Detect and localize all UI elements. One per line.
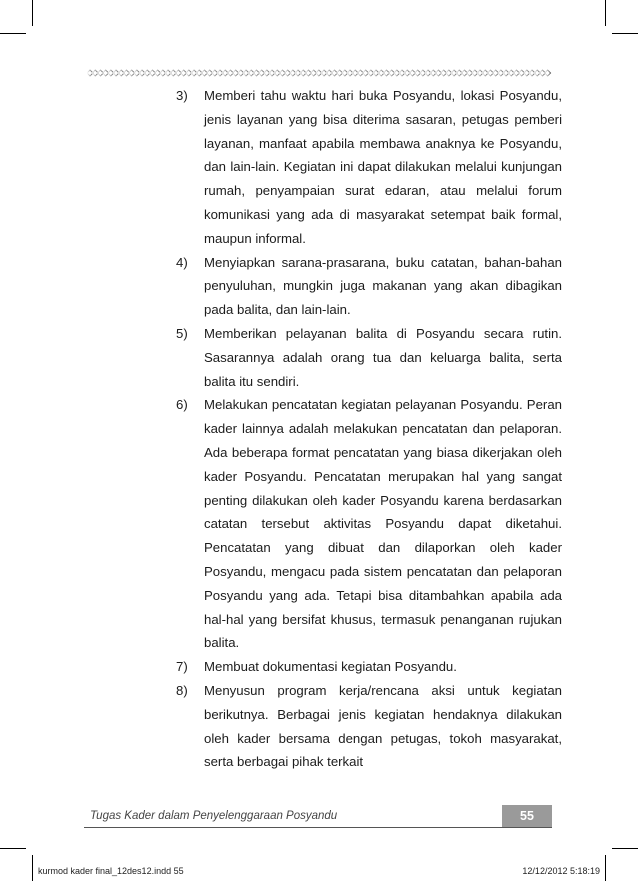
list-item — [176, 251, 562, 322]
crop-mark — [605, 0, 606, 26]
running-footer-title: Tugas Kader dalam Penyelenggaraan Posyandu — [90, 810, 338, 822]
crop-mark — [605, 855, 606, 881]
slug-filename: kurmod kader final_12des12.indd 55 — [38, 866, 184, 876]
crop-mark — [32, 855, 33, 881]
list-item-number: 7) — [176, 659, 188, 675]
page-number: 55 — [502, 805, 552, 827]
list-item-text: Melakukan pencatatan kegiatan pelayanan Posyandu. Peran kader lainnya adalah melakukan pencatatan dan pelaporan. Ada beberapa format pencatatan yang biasa dikerjakan oleh kader Posyandu. Pencatatan merupakan hal yang sangat penting dilakukan oleh kader Posyandu karena berdasarkan catatan tersebut aktivitas Posyandu dapat diketahui. Pencatatan yang dibuat dan dilaporkan oleh kader Posyandu, mengacu pada sistem pencatatan dan pelaporan Posyandu yang ada. Tetapi bisa ditambahkan apabila ada hal-hal yang bersifat khusus, termasuk penanganan rujukan balita. — [204, 397, 562, 651]
body-text — [176, 84, 562, 774]
list-item-number: 4) — [176, 254, 188, 270]
list-item-text: Menyiapkan sarana-prasarana, buku catatan, bahan-bahan penyuluhan, mungkin juga makanan yang akan dibagikan pada balita, dan lain-lain. — [204, 254, 562, 318]
crop-mark — [0, 33, 26, 34]
crop-mark — [0, 848, 26, 849]
crop-mark — [612, 848, 638, 849]
decorative-diamond-border — [86, 66, 552, 80]
list-item — [176, 84, 562, 251]
list-item-number: 8) — [176, 682, 188, 698]
list-item-text: Memberi tahu waktu hari buka Posyandu, lokasi Posyandu, jenis layanan yang bisa diterima sasaran, petugas pemberi layanan, manfaat apabila membawa anaknya ke Posyandu, dan lain-lain. Kegiatan ini dapat dilakukan melalui kunjungan rumah, penyampaian surat edaran, atau melalui forum komunikasi yang ada di masyarakat setempat baik formal, maupun informal. — [204, 88, 562, 246]
slug-timestamp: 12/12/2012 5:18:19 — [522, 866, 600, 876]
list-item — [176, 322, 562, 393]
list-item-text: Menyusun program kerja/rencana aksi untuk kegiatan berikutnya. Berbagai jenis kegiatan hendaknya dilakukan oleh kader bersama dengan petugas, tokoh masyarakat, serta berbagai pihak terkait — [204, 682, 562, 770]
list-item — [176, 655, 562, 679]
list-item-text: Memberikan pelayanan balita di Posyandu secara rutin. Sasarannya adalah orang tua dan keluarga balita, serta balita itu sendiri. — [204, 325, 562, 389]
list-item — [176, 679, 562, 774]
list-item-number: 5) — [176, 325, 188, 341]
page-footer — [84, 805, 552, 828]
list-item-number: 6) — [176, 397, 188, 413]
list-item-number: 3) — [176, 88, 188, 103]
crop-mark — [32, 0, 33, 26]
crop-mark — [612, 33, 638, 34]
list-item-text: Membuat dokumentasi kegiatan Posyandu. — [204, 659, 457, 675]
list-item — [176, 393, 562, 655]
